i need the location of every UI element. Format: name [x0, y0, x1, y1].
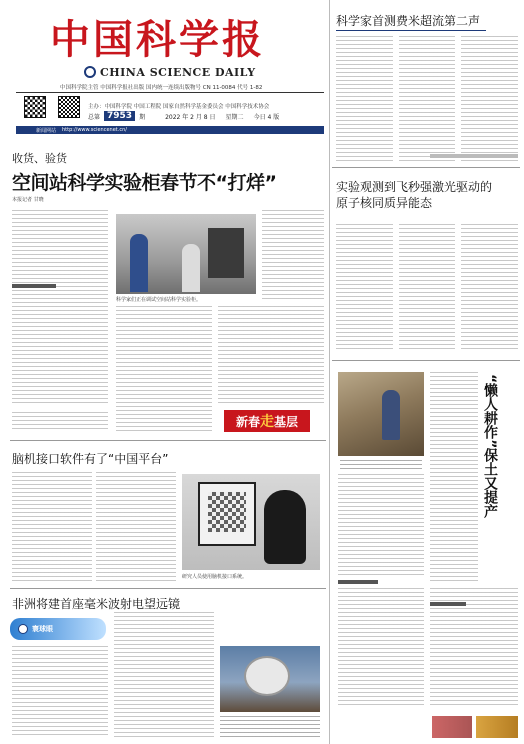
africa-body-col2: [114, 612, 214, 738]
right-top-body: [336, 36, 518, 161]
issue-number: 7953: [104, 111, 135, 121]
globe-icon: [18, 624, 28, 634]
global-eye-tag: [10, 618, 106, 640]
issue-row: [88, 110, 324, 122]
bci-photo-caption: 研究人员使用脑机接口系统。: [182, 574, 248, 580]
banner-text-1: 新春: [235, 414, 260, 429]
right-mid-body: [336, 224, 518, 350]
masthead: [6, 4, 324, 134]
global-eye-label: 寰球眼: [32, 625, 53, 633]
section-divider: [332, 167, 520, 168]
bci-body-col1: [12, 472, 92, 584]
issue-suffix: 期: [139, 113, 146, 121]
farm-photo-caption: [340, 460, 422, 470]
right-mid-headline-line2: 原子核同质异能态: [336, 196, 433, 210]
logo-icon: [84, 66, 96, 78]
farm-photo: [338, 372, 424, 456]
issue-pages: 今日 4 版: [253, 113, 280, 121]
lead-photo: [116, 214, 256, 294]
lead-body-col1b: [12, 412, 108, 432]
right-lower-body-left-2: [338, 588, 424, 708]
website-bar: [16, 126, 324, 134]
ad-block[interactable]: [476, 716, 518, 738]
right-top-rule: [336, 30, 486, 31]
bci-headline: 脑机接口软件有了“中国平台”: [12, 452, 169, 466]
issue-weekday: 星期二: [225, 113, 244, 121]
stimulus-grid: [208, 492, 246, 532]
lead-photo-caption: 科学家们正在调试空间站科学实验柜。: [116, 297, 202, 303]
lead-body-col2: [116, 306, 212, 432]
lead-body-col4: [262, 210, 324, 300]
website-link[interactable]: http://www.sciencenet.cn/: [62, 127, 127, 133]
right-lower-body-col2: [430, 588, 518, 708]
sponsors-line: 主办：中国科学院 中国工程院 国家自然科学基金委员会 中国科学技术协会: [88, 104, 270, 110]
section-divider: [10, 588, 326, 589]
new-year-banner: [224, 410, 310, 432]
masthead-divider: [16, 92, 324, 93]
right-lower-body-left: [338, 474, 424, 578]
scientist-figure: [182, 244, 200, 292]
scientist-figure: [130, 234, 148, 292]
ad-block[interactable]: [432, 716, 472, 738]
masthead-info-line: 中国科学院主管 中国科学报社出版 国内统一连续出版物号 CN 11-0084 代号 1-82: [60, 85, 263, 91]
lead-kicker: 收货、验货: [12, 152, 67, 165]
equipment-rack: [208, 228, 244, 278]
subhead-marker: [12, 284, 56, 288]
telescope-photo-caption: [220, 716, 320, 738]
section-divider: [10, 440, 326, 441]
subhead-marker: [338, 580, 378, 584]
banner-text-2: 走: [260, 414, 274, 430]
monitor-screen: [198, 482, 256, 546]
lead-headline: 空间站科学实验柜春节不“打烊”: [12, 172, 277, 194]
lead-byline: 本报记者 甘晓: [12, 197, 44, 203]
eeg-cap-figure: [264, 490, 306, 564]
masthead-title: 中国科学报: [50, 16, 265, 63]
bci-body-col2: [96, 472, 176, 584]
right-side-feature-headline: “懒人耕作”保土又提产: [482, 374, 498, 519]
website-label: 新闻网站: [36, 127, 57, 134]
africa-headline: 非洲将建首座毫米波射电望远镜: [12, 597, 181, 611]
right-top-headline: 科学家首测费米超流第二声: [336, 14, 481, 28]
telescope-photo: [220, 646, 320, 712]
section-divider: [332, 360, 520, 361]
lead-body-col3: [218, 306, 324, 406]
column-divider: [329, 0, 330, 744]
issue-label: 总第: [88, 113, 101, 121]
right-top-footnote: [430, 154, 518, 158]
qr-code-icon: [58, 96, 80, 118]
issue-date: 2022 年 2 月 8 日: [165, 113, 216, 121]
masthead-subtitle: CHINA SCIENCE DAILY: [100, 66, 256, 79]
qr-code-icon: [24, 96, 46, 118]
farmer-figure: [382, 390, 400, 440]
bci-photo: [182, 474, 320, 570]
telescope-dish: [244, 656, 290, 696]
lead-body-col1: [12, 210, 108, 406]
africa-body-col1: [12, 646, 108, 738]
banner-text-3: 基层: [274, 414, 299, 429]
right-lower-body-col: [430, 372, 478, 582]
right-mid-headline-line1: 实验观测到飞秒强激光驱动的: [336, 180, 493, 194]
subhead-marker: [430, 602, 466, 606]
